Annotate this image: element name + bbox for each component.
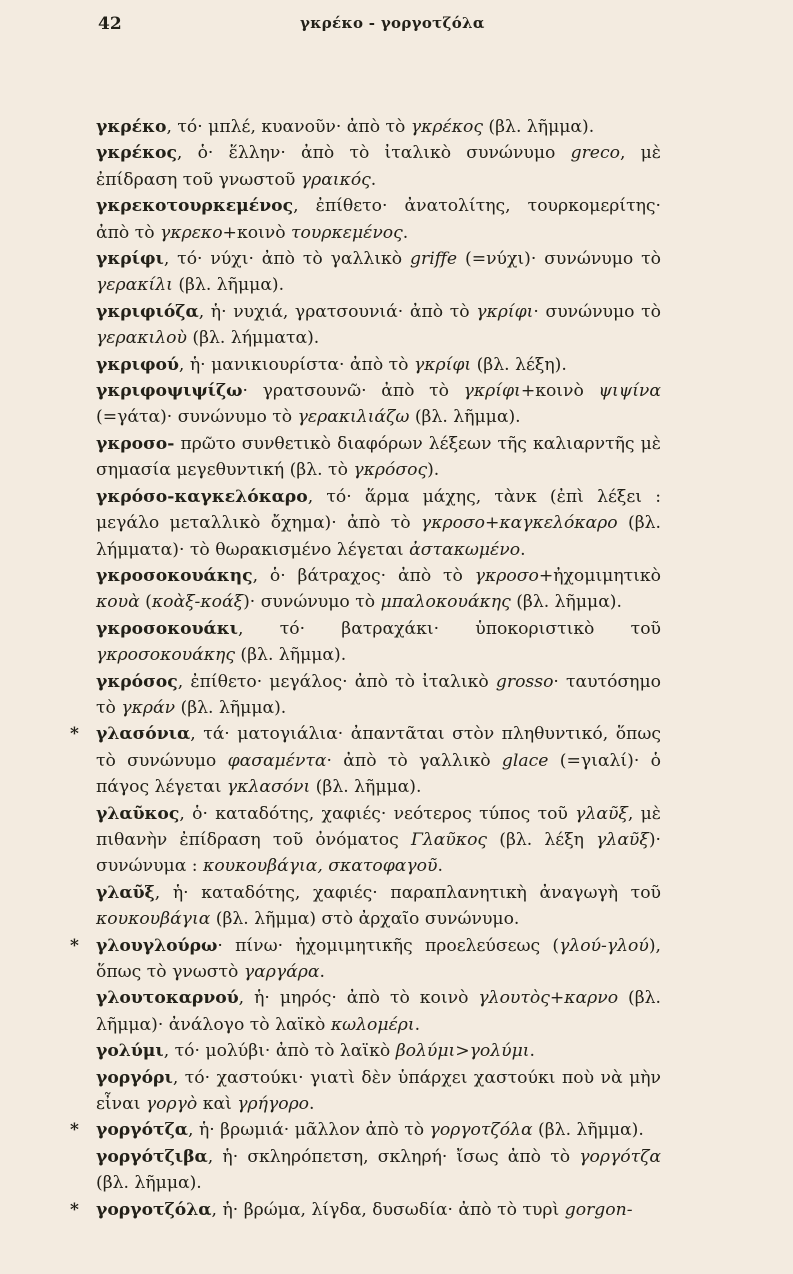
headword: γλασόνια xyxy=(96,724,191,745)
headword: γκριφοψιψίζω xyxy=(96,381,243,402)
definition-text: (βλ. λῆμμα). xyxy=(310,777,422,798)
italic-term: grosso xyxy=(495,671,554,692)
definition-text: . xyxy=(520,539,526,560)
dictionary-entry xyxy=(96,1144,661,1197)
definition-text: )· συνώνυμα : xyxy=(96,829,662,877)
definition-text: , ἡ· μανικιουρίστα· ἀπὸ τὸ xyxy=(178,354,414,375)
dictionary-entry xyxy=(96,1065,661,1118)
definition-text: (βλ. λῆμμα). xyxy=(172,275,285,296)
definition-text: (βλ. λῆμμα) στὸ ἀρχαῖο συνώνυμο. xyxy=(210,909,520,930)
dictionary-entry xyxy=(96,985,661,1038)
italic-term: κουκουβάγια xyxy=(96,909,211,930)
headword: γκρόσος xyxy=(96,671,178,692)
definition-text: , τό· ἅρμα μάχης, τὰνκ (ἐπὶ λέξει : μεγάλο μεταλλικὸ ὄχημα)· ἀπὸ τὸ xyxy=(96,486,661,534)
italic-term: γραικός xyxy=(300,169,371,190)
definition-text: ). xyxy=(427,460,440,481)
italic-term: κοὰξ-κοάξ xyxy=(151,592,244,613)
italic-term: καρνο xyxy=(564,988,619,1009)
headword: γκρόσο-καγκελόκαρο xyxy=(96,486,308,507)
italic-term: ἀστακωμένο xyxy=(409,539,521,560)
definition-text: (βλ. λῆμμα). xyxy=(409,407,521,428)
italic-term: gorgon- xyxy=(564,1199,633,1220)
page-number: 42 xyxy=(98,14,122,34)
definition-text: · πίνω· ἠχομιμητικῆς προελεύσεως ( xyxy=(217,935,560,956)
dictionary-entry xyxy=(96,563,661,616)
italic-term: γκροσο xyxy=(420,513,485,534)
definition-text: , ἡ· καταδότης, χαφιές· παραπλανητικὴ ἀναγωγὴ τοῦ xyxy=(154,882,661,903)
definition-text: , ἡ· βρώμα, λίγδα, δυσωδία· ἀπὸ τὸ τυρὶ xyxy=(211,1199,565,1220)
headword: γκρέκος xyxy=(96,143,177,164)
headword: γοργόρι xyxy=(96,1067,173,1088)
asterisk-marker: * xyxy=(70,935,79,956)
italic-term: γκλασόνι xyxy=(226,777,311,798)
dictionary-entry xyxy=(96,669,661,722)
italic-term: γοργοτζόλα xyxy=(429,1120,533,1141)
definition-text: , ὁ· βάτραχος· ἀπὸ τὸ xyxy=(252,565,475,586)
italic-term: γλαῦξ xyxy=(596,829,649,850)
definition-text: , ἐπίθετο· ἀνατολίτης, τουρκομερίτης· ἀπὸ τὸ xyxy=(96,196,661,243)
italic-term: griffe xyxy=(410,249,458,270)
dictionary-entry xyxy=(96,193,661,246)
headword: γκρίφι xyxy=(96,249,164,270)
definition-text: (βλ. λῆμμα). xyxy=(510,592,622,613)
definition-text: ), ὅπως τὸ γνωστὸ xyxy=(96,935,661,982)
definition-text: · ταυτόσημο τὸ xyxy=(96,671,661,718)
italic-term: γκρίφι xyxy=(476,301,534,322)
italic-term: γλουτὸς xyxy=(478,988,550,1009)
headword: γολύμι xyxy=(96,1041,164,1062)
headword: γκρεκοτουρκεμένος xyxy=(96,196,294,217)
definition-text: , τό· βατραχάκι· ὑποκοριστικὸ τοῦ xyxy=(237,618,661,639)
definition-text: , τά· ματογιάλια· ἀπαντᾶται στὸν πληθυντικό, ὅπως τὸ συνώνυμο xyxy=(96,724,661,771)
definition-text: , τό· μολύβι· ἀπὸ τὸ λαϊκὸ xyxy=(163,1041,396,1062)
definition-text: (βλ. λῆμμα). xyxy=(175,697,287,718)
dictionary-entry xyxy=(70,1197,661,1223)
asterisk-marker: * xyxy=(70,1199,79,1220)
headword: γκροσοκουάκης xyxy=(96,565,253,586)
headword: γκροσο- xyxy=(96,433,175,454)
dictionary-entry xyxy=(70,933,661,986)
italic-term: γκρεκο xyxy=(160,222,223,243)
italic-term: glace xyxy=(501,750,549,771)
definition-text: (=νύχι)· συνώνυμο τὸ xyxy=(457,249,661,270)
dictionary-entry xyxy=(96,484,661,563)
definition-text: , ἡ· βρωμιά· μᾶλλον ἀπὸ τὸ xyxy=(188,1120,430,1141)
italic-term: γολύμι xyxy=(469,1041,530,1062)
definition-text: , τό· χαστούκι· γιατὶ δὲν ὑπάρχει χαστούκι ποὺ νὰ μὴν εἶναι xyxy=(96,1067,661,1115)
definition-text: , ὁ· ἕλλην· ἀπὸ τὸ ἰταλικὸ συνώνυμο xyxy=(176,143,571,164)
dictionary-entry xyxy=(96,880,661,933)
dictionary-entry xyxy=(96,140,661,193)
headword: γοργότζιβα xyxy=(96,1146,208,1167)
italic-term: καγκελόκαρο xyxy=(499,513,618,534)
italic-term: γοργὸ xyxy=(145,1094,198,1115)
definition-text: (=γιαλί)· ὁ πάγος λέγεται xyxy=(96,750,661,798)
dictionary-entry xyxy=(96,352,661,378)
definition-text: . xyxy=(414,1014,421,1035)
italic-term: μπαλοκουάκης xyxy=(380,592,511,613)
dictionary-entry xyxy=(96,431,661,484)
italic-term: ψιψίνα xyxy=(598,381,661,402)
definition-text: . xyxy=(309,1094,315,1115)
italic-term: γερακίλι xyxy=(96,275,173,296)
definition-text: (βλ. λῆμμα). xyxy=(96,1173,202,1194)
dictionary-entry xyxy=(96,246,661,299)
definition-text: + xyxy=(485,513,500,534)
definition-text: (βλ. λήμματα). xyxy=(186,328,320,349)
definition-text: (βλ. λήμματα)· τὸ θωρακισμένο λέγεται xyxy=(96,513,661,560)
definition-text: , ἡ· σκληρόπετση, σκληρή· ἴσως ἀπὸ τὸ xyxy=(207,1146,580,1167)
definition-text: (βλ. λῆμμα). xyxy=(482,117,595,137)
running-head: γκρέκο - γοργοτζόλα xyxy=(300,14,485,32)
italic-term: γκρίφι xyxy=(413,354,472,375)
headword: γκρέκο xyxy=(96,117,167,137)
headword: γκριφού xyxy=(96,354,179,375)
definition-text: , μὲ πιθανὴν ἐπίδραση τοῦ ὀνόματος xyxy=(96,803,661,850)
dictionary-entry xyxy=(96,801,661,880)
italic-term: τουρκεμένος xyxy=(291,222,403,243)
dictionary-entries xyxy=(70,114,662,1223)
asterisk-marker: * xyxy=(70,1120,79,1141)
definition-text: , τό· μπλέ, κυανοῦν· ἀπὸ τὸ xyxy=(166,117,411,137)
italic-term: γκρίφι xyxy=(463,381,521,402)
headword: γλουτοκαρνού xyxy=(96,988,239,1009)
definition-text: (βλ. λῆμμα)· ἀνάλογο τὸ λαϊκὸ xyxy=(96,988,662,1035)
dictionary-entry xyxy=(70,1117,661,1143)
definition-text: πρῶτο συνθετικὸ διαφόρων λέξεων τῆς καλιαρντῆς μὲ σημασία μεγεθυντική (βλ. τὸ xyxy=(96,433,661,481)
dictionary-entry xyxy=(96,299,661,352)
italic-term: γερακιλιάζω xyxy=(297,407,410,428)
headword: γοργοτζόλα xyxy=(96,1199,212,1220)
italic-term: γκρόσος xyxy=(353,460,428,481)
definition-text: (βλ. λῆμμα). xyxy=(234,645,347,666)
definition-text: +ἠχομιμητικὸ xyxy=(538,565,661,586)
italic-term: γρήγορο xyxy=(237,1094,310,1115)
dictionary-entry xyxy=(96,1038,661,1064)
definition-text: , ἡ· νυχιά, γρατσουνιά· ἀπὸ τὸ xyxy=(198,301,477,322)
definition-text: · ἀπὸ τὸ γαλλικὸ xyxy=(326,750,502,771)
headword: γκριφιόζα xyxy=(96,301,199,322)
definition-text: )· συνώνυμο τὸ xyxy=(243,592,381,613)
italic-term: κωλομέρι xyxy=(330,1014,415,1035)
dictionary-entry xyxy=(96,378,661,431)
page-header xyxy=(0,14,793,38)
definition-text: , τό· νύχι· ἀπὸ τὸ γαλλικὸ xyxy=(163,249,411,270)
definition-text: . xyxy=(370,169,377,190)
italic-term: φασαμέντα xyxy=(227,750,327,771)
headword: γοργότζα xyxy=(96,1120,189,1141)
headword: γλουγλούρω xyxy=(96,935,218,956)
definition-text: · γρατσουνῶ· ἀπὸ τὸ xyxy=(242,381,464,402)
italic-term: γερακιλοὺ xyxy=(96,328,187,349)
definition-text: . xyxy=(402,222,409,243)
italic-term: greco xyxy=(570,143,620,164)
definition-text: . xyxy=(437,856,443,877)
definition-text: (=γάτα)· συνώνυμο τὸ xyxy=(96,407,298,428)
definition-text: (βλ. λέξη). xyxy=(471,354,567,375)
definition-text: +κοινὸ xyxy=(520,381,599,402)
definition-text: (βλ. λέξη xyxy=(487,829,597,850)
dictionary-entry xyxy=(96,616,661,669)
headword: γκροσοκουάκι xyxy=(96,618,238,639)
italic-term: κουκουβάγια, σκατοφαγοῦ xyxy=(203,856,438,877)
italic-term: κουὰ xyxy=(96,592,140,613)
definition-text: , ὁ· καταδότης, χαφιές· νεότερος τύπος τοῦ xyxy=(179,803,576,824)
headword: γλαῦξ xyxy=(96,882,155,903)
definition-text: , ἐπίθετο· μεγάλος· ἀπὸ τὸ ἰταλικὸ xyxy=(177,671,496,692)
asterisk-marker: * xyxy=(70,724,79,745)
italic-term: γκρέκος xyxy=(410,117,483,137)
definition-text: + xyxy=(549,988,565,1009)
italic-term: γλαῦξ xyxy=(575,803,628,824)
dictionary-entry xyxy=(70,721,661,800)
definition-text: +κοινὸ xyxy=(222,222,292,243)
definition-text: καὶ xyxy=(197,1094,238,1115)
italic-term: Γλαῦκος xyxy=(410,829,488,850)
definition-text: . xyxy=(319,962,325,982)
definition-text: · συνώνυμο τὸ xyxy=(533,301,662,322)
italic-term: γκροσο xyxy=(474,565,539,586)
italic-term: βολύμι xyxy=(395,1041,456,1062)
italic-term: γκροσοκουάκης xyxy=(96,645,235,666)
italic-term: γλού-γλού xyxy=(559,935,649,956)
headword: γλαῦκος xyxy=(96,803,180,824)
italic-term: γκράν xyxy=(121,697,176,718)
definition-text: , μὲ ἐπίδραση τοῦ γνωστοῦ xyxy=(96,143,661,190)
definition-text: ( xyxy=(139,592,152,613)
dictionary-entry xyxy=(96,114,661,140)
definition-text: > xyxy=(455,1041,470,1062)
definition-text: . xyxy=(529,1041,535,1062)
definition-text: (βλ. λῆμμα). xyxy=(532,1120,644,1141)
italic-term: γαργάρα xyxy=(243,962,320,982)
italic-term: γοργότζα xyxy=(579,1146,661,1167)
definition-text: , ἡ· μηρός· ἀπὸ τὸ κοινὸ xyxy=(238,988,479,1009)
